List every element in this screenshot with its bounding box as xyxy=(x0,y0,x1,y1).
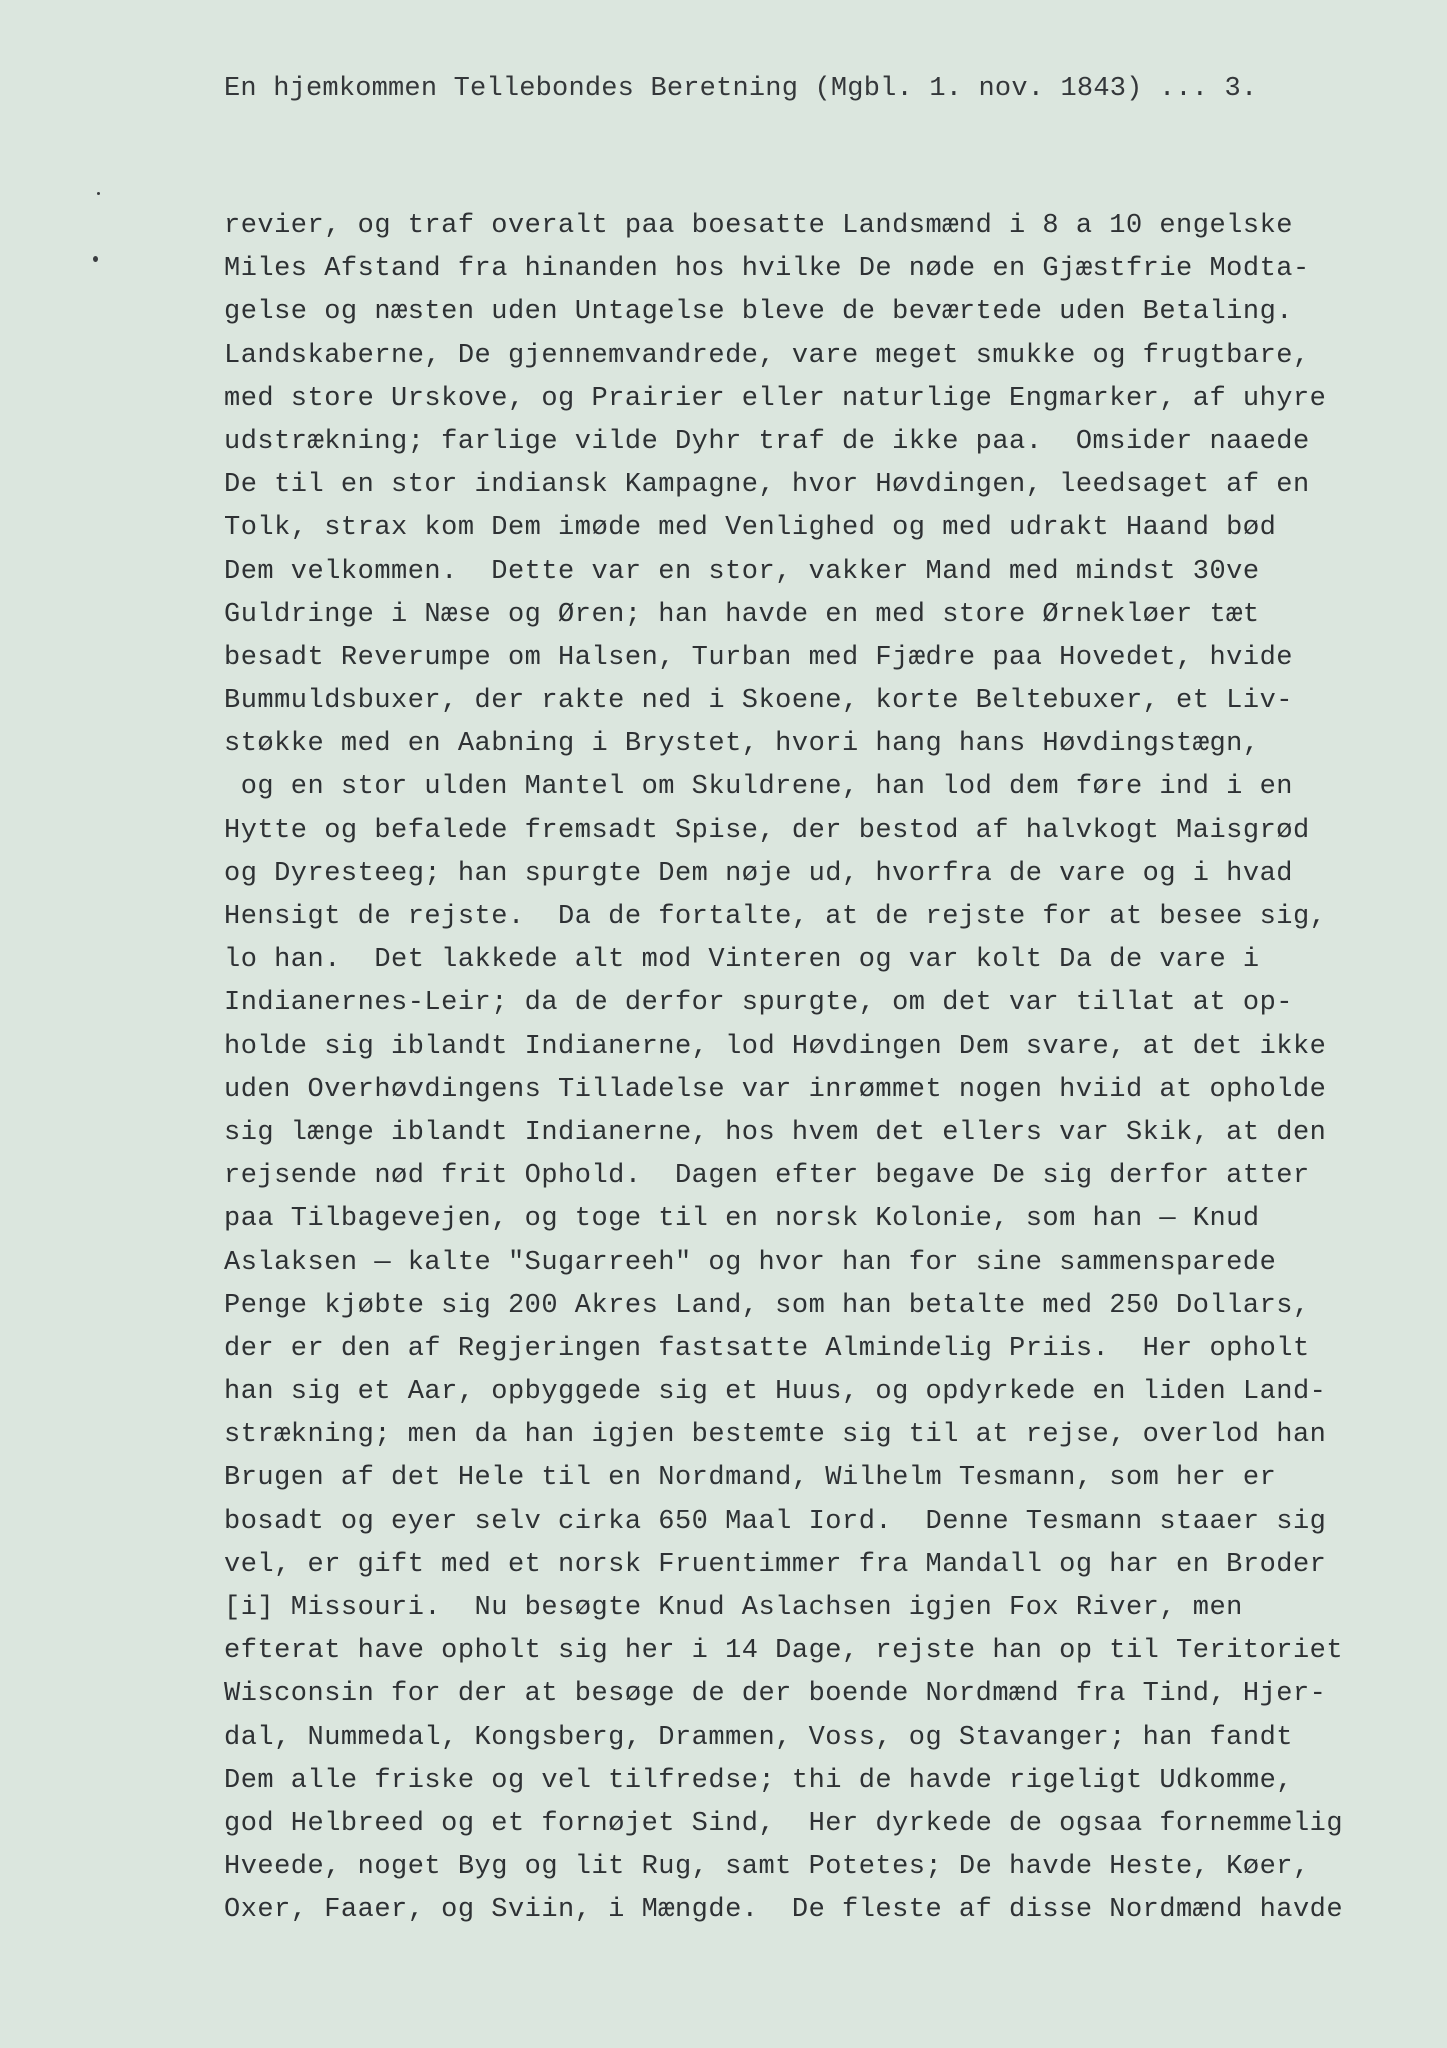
text-line: lo han. Det lakkede alt mod Vinteren og var kolt Da de vare i xyxy=(224,945,1260,976)
text-line: Brugen af det Hele til en Nordmand, Wilhelm Tesmann, som her er xyxy=(224,1463,1277,1494)
text-line: Penge kjøbte sig 200 Akres Land, som han betalte med 250 Dollars, xyxy=(224,1290,1310,1321)
text-line: han sig et Aar, opbyggede sig et Huus, og opdyrkede en liden Land- xyxy=(224,1377,1327,1408)
text-line: rejsende nød frit Ophold. Dagen efter begave De sig derfor atter xyxy=(224,1161,1310,1192)
text-line: Indianernes-Leir; da de derfor spurgte, om det var tillat at op- xyxy=(224,988,1293,1019)
text-line: Hensigt de rejste. Da de fortalte, at de rejste for at besee sig, xyxy=(224,902,1327,932)
text-line: strækning; men da han igjen bestemte sig til at rejse, overlod han xyxy=(224,1420,1327,1451)
text-line: og Dyresteeg; han spurgte Dem nøje ud, hvorfra de vare og i hvad xyxy=(224,858,1293,889)
text-line: [i] Missouri. Nu besøgte Knud Aslachsen igjen Fox River, men xyxy=(224,1593,1243,1623)
text-line: Guldringe i Næse og Øren; han havde en med store Ørnekløer tæt xyxy=(224,599,1260,630)
text-line: De til en stor indiansk Kampagne, hvor Høvdingen, leedsaget af en xyxy=(224,470,1310,501)
text-line: paa Tilbagevejen, og toge til en norsk Kolonie, som han — Knud xyxy=(224,1204,1260,1235)
text-line: Hytte og befalede fremsadt Spise, der bestod af halvkogt Maisgrød xyxy=(224,815,1310,846)
text-line: Oxer, Faaer, og Sviin, i Mængde. De fleste af disse Nordmænd havde xyxy=(224,1895,1344,1926)
text-line: efterat have opholt sig her i 14 Dage, rejste han op til Teritoriet xyxy=(224,1636,1344,1667)
text-line: besadt Reverumpe om Halsen, Turban med Fjædre paa Hovedet, hvide xyxy=(224,642,1293,673)
margin-speck xyxy=(97,192,100,195)
text-line: Dem alle friske og vel tilfredse; thi de havde rigeligt Udkomme, xyxy=(224,1765,1293,1796)
text-line: Wisconsin for der at besøge de der boende Nordmænd fra Tind, Hjer- xyxy=(224,1679,1327,1710)
text-line: bosadt og eyer selv cirka 650 Maal Iord. Denne Tesmann staaer sig xyxy=(224,1506,1327,1537)
text-line: uden Overhøvdingens Tilladelse var inrømmet nogen hviid at opholde xyxy=(224,1074,1327,1105)
margin-speck xyxy=(93,256,98,262)
text-line: Aslaksen — kalte "Sugarreeh" og hvor han for sine sammensparede xyxy=(224,1247,1277,1278)
text-line: Hveede, noget Byg og lit Rug, samt Potetes; De havde Heste, Køer, xyxy=(224,1852,1310,1883)
text-line: Dem velkommen. Dette var en stor, vakker Mand med mindst 30ve xyxy=(224,556,1260,587)
text-line: revier, og traf overalt paa boesatte Landsmænd i 8 a 10 engelske xyxy=(224,211,1293,241)
text-line: støkke med en Aabning i Brystet, hvori hang hans Høvdingstægn, xyxy=(224,729,1260,760)
text-line: med store Urskove, og Prairier eller naturlige Engmarker, af uhyre xyxy=(224,383,1327,414)
text-line: vel, er gift med et norsk Fruentimmer fra Mandall og har en Broder xyxy=(224,1549,1327,1580)
text-line: god Helbreed og et fornøjet Sind, Her dyrkede de ogsaa fornemmelig xyxy=(224,1808,1344,1839)
text-line: Landskaberne, De gjennemvandrede, vare meget smukke og frugtbare, xyxy=(224,340,1310,371)
text-line: der er den af Regjeringen fastsatte Almindelig Priis. Her opholt xyxy=(224,1333,1310,1364)
text-line: og en stor ulden Mantel om Skuldrene, han lod dem føre ind i en xyxy=(224,772,1293,803)
text-line: Bummuldsbuxer, der rakte ned i Skoene, korte Beltebuxer, et Liv- xyxy=(224,686,1293,717)
text-line: udstrækning; farlige vilde Dyhr traf de ikke paa. Omsider naaede xyxy=(224,426,1310,457)
body-text xyxy=(224,205,1404,1933)
text-line: holde sig iblandt Indianerne, lod Høvdingen Dem svare, at det ikke xyxy=(224,1031,1327,1062)
text-line: sig længe iblandt Indianerne, hos hvem det ellers var Skik, at den xyxy=(224,1117,1327,1148)
text-line: Tolk, strax kom Dem imøde med Venlighed og med udrakt Haand bød xyxy=(224,513,1277,544)
text-line: gelse og næsten uden Untagelse bleve de beværtede uden Betaling. xyxy=(224,297,1293,328)
page-header: En hjemkommen Tellebondes Beretning (Mgbl. 1. nov. 1843) ... 3. xyxy=(224,74,1258,104)
text-line: Miles Afstand fra hinanden hos hvilke De nøde en Gjæstfrie Modta- xyxy=(224,254,1310,285)
text-line: dal, Nummedal, Kongsberg, Drammen, Voss, og Stavanger; han fandt xyxy=(224,1722,1293,1753)
